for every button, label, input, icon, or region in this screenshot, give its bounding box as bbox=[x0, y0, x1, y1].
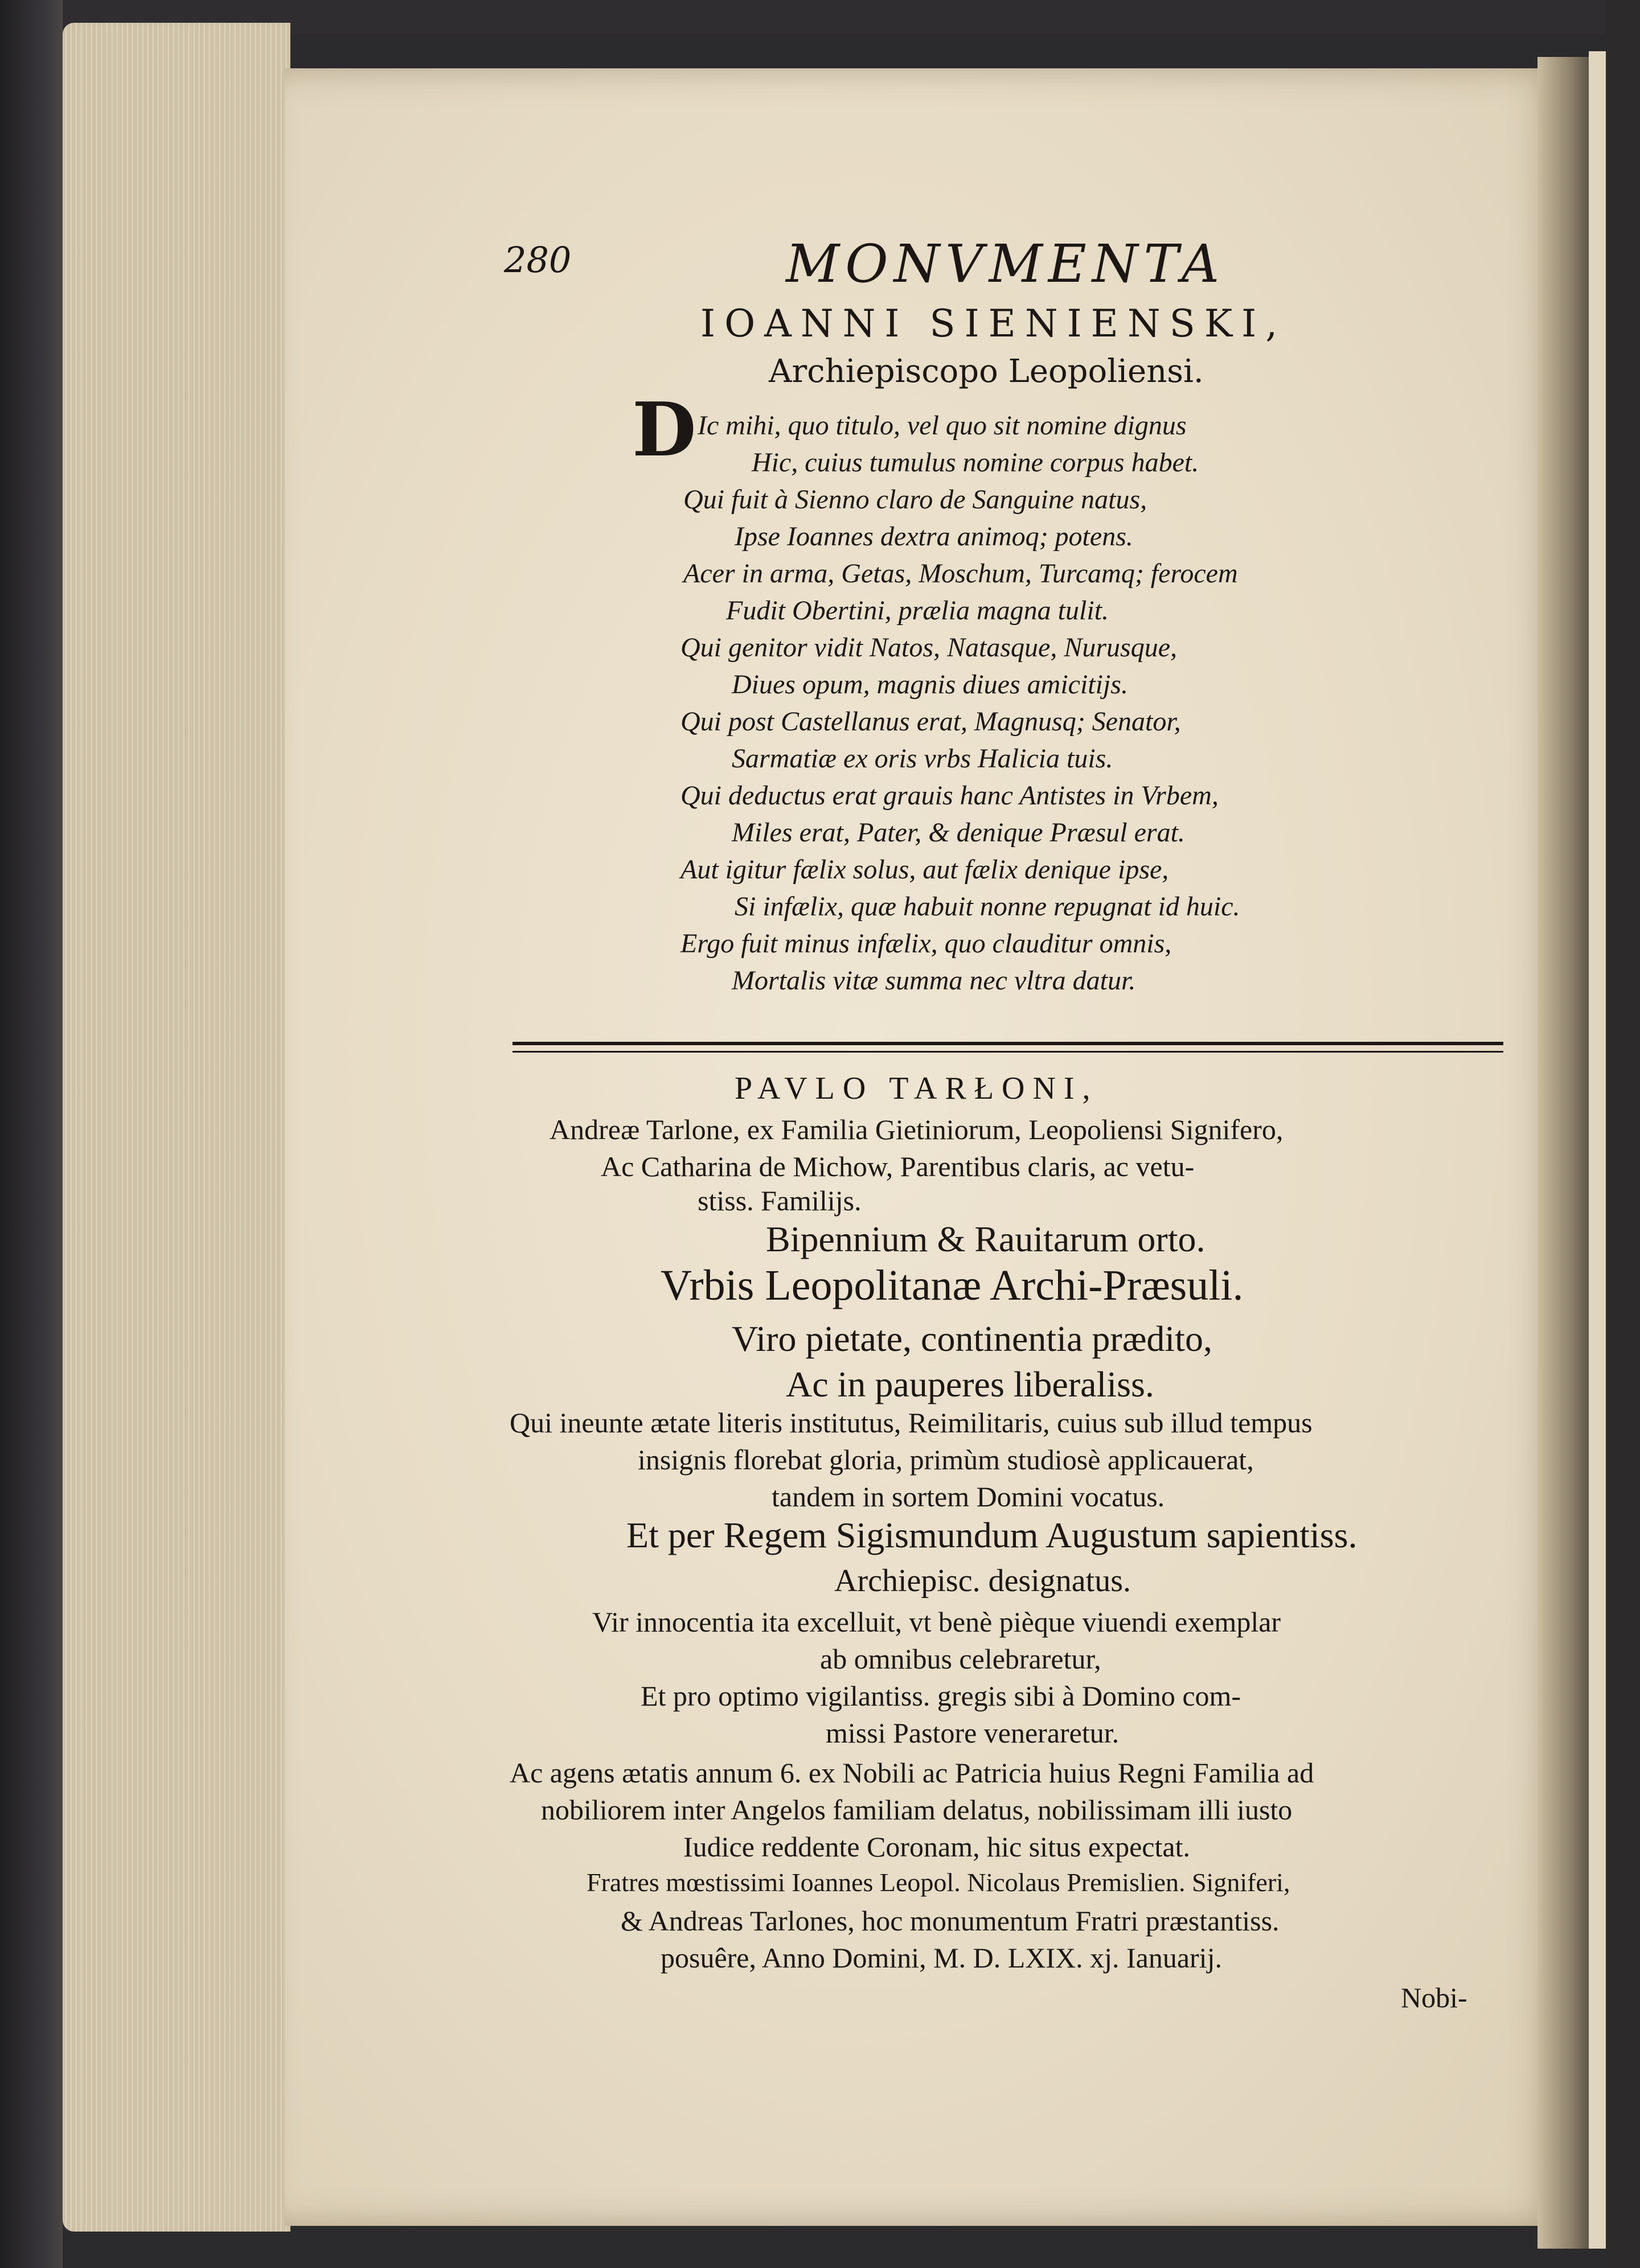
verse-line: Sarmatiæ ex oris vrbs Halicia tuis. bbox=[732, 743, 1113, 774]
verse-line: Miles erat, Pater, & denique Præsul erat. bbox=[732, 817, 1185, 848]
epitaph-line: Archiepisc. designatus. bbox=[834, 1563, 1131, 1599]
verse-line: Si infælix, quæ habuit nonne repugnat id huic. bbox=[735, 891, 1240, 922]
epitaph-line: Ac agens ætatis annum 6. ex Nobili ac Patricia huius Regni Familia ad bbox=[510, 1757, 1314, 1789]
book-page bbox=[285, 68, 1566, 2226]
verse-line: Mortalis vitæ summa nec vltra datur. bbox=[732, 965, 1136, 996]
verse-line: Ic mihi, quo titulo, vel quo sit nomine dignus bbox=[698, 410, 1187, 441]
epitaph-line: Iudice reddente Coronam, hic situs expectat. bbox=[683, 1831, 1190, 1863]
epitaph-line: Ac in pauperes liberaliss. bbox=[786, 1364, 1154, 1404]
verse-line: Fudit Obertini, prælia magna tulit. bbox=[726, 595, 1109, 626]
epitaph-line: Et per Regem Sigismundum Augustum sapientiss. bbox=[626, 1515, 1358, 1555]
epitaph-line: missi Pastore veneraretur. bbox=[826, 1717, 1120, 1749]
epitaph-line: insignis florebat gloria, primùm studiosè applicauerat, bbox=[638, 1444, 1254, 1476]
epitaph-one-subtitle: Archiepiscopo Leopoliensi. bbox=[769, 353, 1204, 390]
epitaph-line: & Andreas Tarlones, hoc monumentum Fratri præstantiss. bbox=[621, 1905, 1280, 1937]
epitaph-line: stiss. Familijs. bbox=[698, 1185, 862, 1217]
epitaph-line: Vir innocentia ita excelluit, vt benè pièque viuendi exemplar bbox=[592, 1606, 1281, 1638]
epitaph-two-title: PAVLO TARŁONI, bbox=[735, 1071, 1098, 1106]
epitaph-line: Ac Catharina de Michow, Parentibus claris, ac vetu- bbox=[601, 1151, 1195, 1182]
verse-line: Hic, cuius tumulus nomine corpus habet. bbox=[752, 447, 1199, 478]
verse-line: Qui deductus erat grauis hanc Antistes in Vrbem, bbox=[680, 780, 1219, 811]
epitaph-one-title: IOANNI SIENIENSKI, bbox=[700, 302, 1287, 346]
verse-line: Acer in arma, Getas, Moschum, Turcamq; ferocem bbox=[683, 558, 1238, 589]
verse-line: Aut igitur fælix solus, aut fælix denique ipse, bbox=[680, 854, 1169, 885]
verse-line: Qui post Castellanus erat, Magnusq; Senator, bbox=[680, 706, 1181, 737]
book-cover-right bbox=[1606, 0, 1640, 2268]
epitaph-line: Et pro optimo vigilantiss. gregis sibi à Domino com- bbox=[641, 1680, 1241, 1712]
epitaph-line: posuêre, Anno Domini, M. D. LXIX. xj. Ianuarij. bbox=[661, 1942, 1222, 1974]
verse-line: Diues opum, magnis diues amicitijs. bbox=[732, 669, 1128, 700]
epitaph-line: Vrbis Leopolitanæ Archi-Præsuli. bbox=[661, 1262, 1244, 1309]
section-divider bbox=[512, 1042, 1503, 1053]
epitaph-line: ab omnibus celebraretur, bbox=[820, 1643, 1101, 1675]
page-number: 280 bbox=[504, 239, 572, 281]
epitaph-line: Fratres mœstissimi Ioannes Leopol. Nicolaus Premislien. Signiferi, bbox=[587, 1868, 1290, 1897]
book-cover-left bbox=[0, 0, 63, 2268]
epitaph-line: Viro pietate, continentia prædito, bbox=[732, 1318, 1212, 1359]
running-head: MONVMENTA bbox=[786, 233, 1225, 294]
epitaph-line: Bipennium & Rauitarum orto. bbox=[766, 1219, 1206, 1259]
epitaph-line: Andreæ Tarlone, ex Familia Gietiniorum, Leopoliensi Signifero, bbox=[550, 1114, 1284, 1145]
epitaph-line: Qui ineunte ætate literis institutus, Reimilitaris, cuius sub illud tempus bbox=[510, 1407, 1313, 1439]
verse-line: Ergo fuit minus infælix, quo clauditur omnis, bbox=[680, 928, 1172, 959]
drop-cap-initial: D bbox=[632, 386, 696, 473]
epitaph-line: nobiliorem inter Angelos familiam delatus, nobilissimam illi iusto bbox=[541, 1794, 1293, 1826]
verse-line: Qui genitor vidit Natos, Natasque, Nurusque, bbox=[680, 632, 1178, 663]
epitaph-line: tandem in sortem Domini vocatus. bbox=[772, 1481, 1165, 1513]
page-edges bbox=[63, 23, 290, 2232]
verse-line: Ipse Ioannes dextra animoq; potens. bbox=[735, 521, 1133, 552]
catchword: Nobi- bbox=[1401, 1982, 1467, 2014]
verse-line: Qui fuit à Sienno claro de Sanguine natus, bbox=[683, 484, 1147, 515]
